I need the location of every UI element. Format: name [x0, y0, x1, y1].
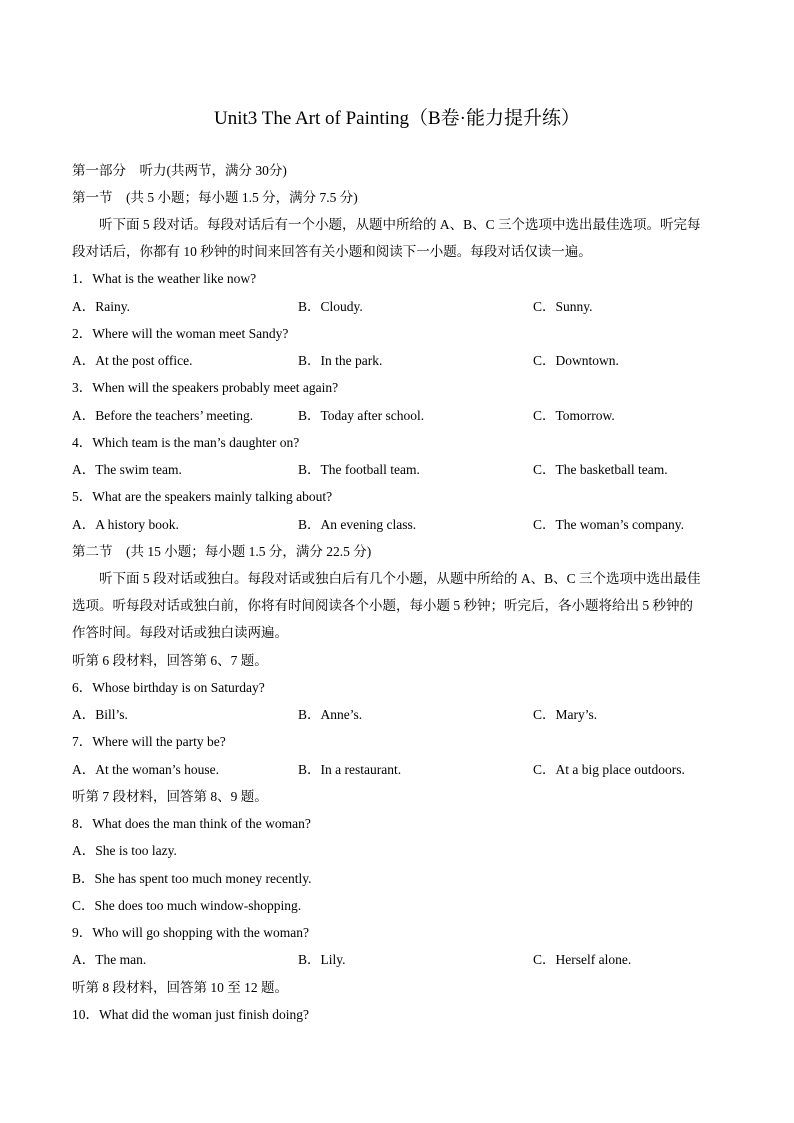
question-7-option-c: C．At a big place outdoors. — [533, 762, 685, 777]
question-9-option-c: C．Herself alone. — [533, 952, 632, 967]
question-2-option-a: A．At the post office. — [72, 353, 193, 368]
material-8-heading: 听第 8 段材料，回答第 10 至 12 题。 — [72, 980, 288, 995]
question-2-option-c: C．Downtown. — [533, 353, 619, 368]
section2-heading: 第二节 (共 15 小题；每小题 1.5 分，满分 22.5 分) — [72, 544, 372, 559]
question-7-option-a: A．At the woman’s house. — [72, 762, 219, 777]
question-8-stem: 8．What does the man think of the woman? — [72, 816, 311, 831]
question-4-option-a: A．The swim team. — [72, 462, 182, 477]
question-3-option-c: C．Tomorrow. — [533, 408, 615, 423]
question-1-option-b: B．Cloudy. — [298, 299, 363, 314]
question-3-stem: 3．When will the speakers probably meet again? — [72, 380, 339, 395]
question-5-option-a: A．A history book. — [72, 517, 179, 532]
section2-instructions-line2: 选项。听每段对话或独白前，你将有时间阅读各个小题，每小题 5 秒钟；听完后，各小题将给出 5 秒钟的 — [72, 598, 693, 613]
question-6-stem: 6．Whose birthday is on Saturday? — [72, 680, 265, 695]
question-4-option-c: C．The basketball team. — [533, 462, 668, 477]
question-4-stem: 4．Which team is the man’s daughter on? — [72, 435, 300, 450]
question-10-stem: 10．What did the woman just finish doing? — [72, 1007, 309, 1022]
section2-instructions-line3: 作答时间。每段对话或独白读两遍。 — [72, 625, 288, 640]
section2-instructions-line1: 听下面 5 段对话或独白。每段对话或独白后有几个小题，从题中所给的 A、B、C 三个选项中选出最佳 — [99, 571, 701, 586]
question-9-option-b: B．Lily. — [298, 952, 346, 967]
section1-instructions-line1: 听下面 5 段对话。每段对话后有一个小题，从题中所给的 A、B、C 三个选项中选出最佳选项。听完每 — [99, 217, 701, 232]
page-title: Unit3 The Art of Painting（B卷·能力提升练） — [214, 108, 580, 129]
question-1-stem: 1．What is the weather like now? — [72, 271, 257, 286]
question-2-option-b: B．In the park. — [298, 353, 383, 368]
question-6-option-b: B．Anne’s. — [298, 707, 363, 722]
question-1-option-a: A．Rainy. — [72, 299, 130, 314]
question-4-option-b: B．The football team. — [298, 462, 420, 477]
question-1-option-c: C．Sunny. — [533, 299, 593, 314]
question-8-option-c: C．She does too much window-shopping. — [72, 898, 302, 913]
question-6-option-a: A．Bill’s. — [72, 707, 128, 722]
question-2-stem: 2．Where will the woman meet Sandy? — [72, 326, 289, 341]
section1-heading: 第一节 (共 5 小题；每小题 1.5 分，满分 7.5 分) — [72, 190, 358, 205]
question-3-option-a: A．Before the teachers’ meeting. — [72, 408, 254, 423]
material-7-heading: 听第 7 段材料，回答第 8、9 题。 — [72, 789, 268, 804]
question-5-stem: 5．What are the speakers mainly talking about? — [72, 489, 333, 504]
material-6-heading: 听第 6 段材料，回答第 6、7 题。 — [72, 653, 268, 668]
question-6-option-c: C．Mary’s. — [533, 707, 598, 722]
question-9-stem: 9．Who will go shopping with the woman? — [72, 925, 309, 940]
section1-instructions-line2: 段对话后，你都有 10 秒钟的时间来回答有关小题和阅读下一小题。每段对话仅读一遍。 — [72, 244, 592, 259]
question-7-option-b: B．In a restaurant. — [298, 762, 402, 777]
question-7-stem: 7．Where will the party be? — [72, 734, 226, 749]
question-8-option-a: A．She is too lazy. — [72, 843, 177, 858]
question-9-option-a: A．The man. — [72, 952, 147, 967]
part1-heading: 第一部分 听力(共两节，满分 30分) — [72, 163, 287, 178]
question-5-option-c: C．The woman’s company. — [533, 517, 684, 532]
question-8-option-b: B．She has spent too much money recently. — [72, 871, 312, 886]
question-5-option-b: B．An evening class. — [298, 517, 417, 532]
question-3-option-b: B．Today after school. — [298, 408, 425, 423]
